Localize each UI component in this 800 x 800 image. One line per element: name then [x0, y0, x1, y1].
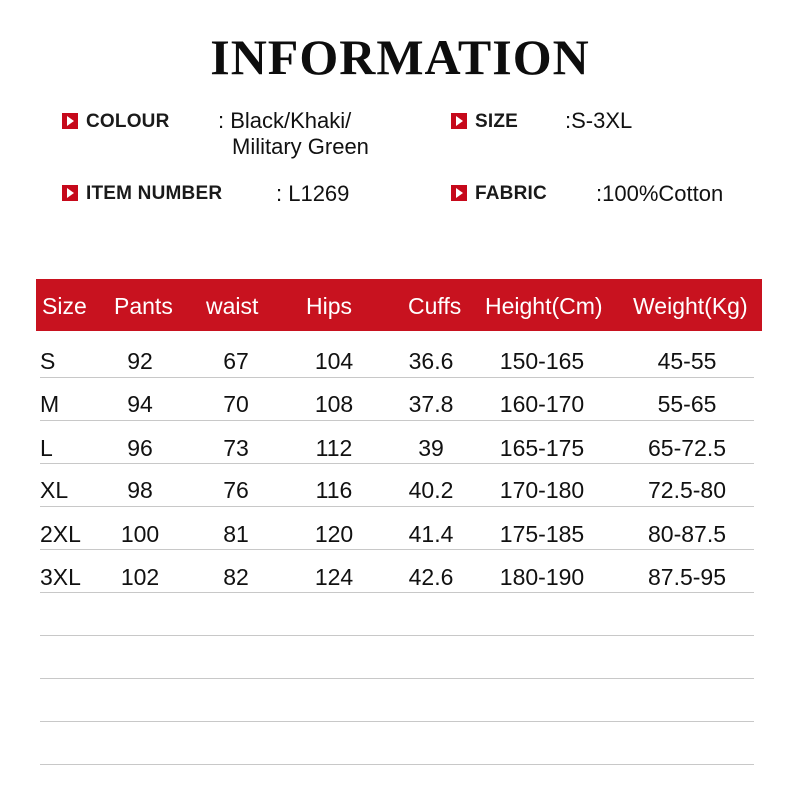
cell-weight: 80-87.5	[647, 521, 727, 547]
colour-label: COLOUR	[86, 111, 170, 132]
row-divider	[40, 549, 754, 550]
cell-size: M	[40, 391, 60, 417]
cell-hips: 104	[314, 348, 354, 374]
cell-hips: 112	[315, 435, 353, 461]
cell-cuffs: 42.6	[408, 564, 454, 590]
cell-cuffs: 39	[418, 435, 444, 461]
cell-height: 180-190	[499, 564, 585, 590]
row-divider	[40, 377, 754, 378]
cell-size: 2XL	[40, 521, 81, 547]
cell-hips: 108	[314, 391, 354, 417]
table-row	[36, 558, 754, 601]
cell-weight: 87.5-95	[647, 564, 727, 590]
play-marker-icon	[62, 113, 78, 129]
table-row	[36, 429, 754, 472]
cell-hips: 124	[314, 564, 354, 590]
colour-value-line2: Military Green	[232, 134, 369, 159]
item-number-label: ITEM NUMBER	[86, 183, 223, 204]
cell-size: L	[40, 435, 53, 461]
header-hips: Hips	[306, 293, 353, 319]
cell-height: 175-185	[499, 521, 585, 547]
table-row	[36, 471, 754, 514]
size-label: SIZE	[475, 111, 519, 132]
play-marker-icon	[451, 113, 467, 129]
cell-size: S	[40, 348, 56, 374]
colour-value-line1: : Black/Khaki/	[218, 108, 352, 133]
fabric-value: :100%Cotton	[596, 181, 724, 206]
header-weight: Weight(Kg)	[633, 293, 748, 319]
cell-waist: 67	[223, 348, 249, 374]
cell-weight: 45-55	[657, 348, 717, 374]
cell-waist: 73	[223, 435, 249, 461]
cell-hips: 116	[315, 477, 353, 503]
header-waist: waist	[206, 293, 259, 319]
info-size	[451, 108, 518, 133]
fabric-label: FABRIC	[475, 183, 547, 204]
cell-size: 3XL	[40, 564, 81, 590]
size-table-header	[36, 279, 762, 331]
cell-weight: 65-72.5	[647, 435, 727, 461]
cell-height: 150-165	[499, 348, 585, 374]
cell-height: 160-170	[499, 391, 585, 417]
row-divider	[40, 506, 754, 507]
row-divider	[40, 420, 754, 421]
cell-pants: 102	[120, 564, 160, 590]
row-divider	[40, 463, 754, 464]
cell-pants: 100	[120, 521, 160, 547]
cell-cuffs: 36.6	[408, 348, 454, 374]
cell-waist: 82	[223, 564, 249, 590]
cell-size: XL	[40, 477, 69, 503]
row-divider	[40, 721, 754, 722]
header-size: Size	[42, 293, 87, 319]
header-cuffs: Cuffs	[408, 293, 462, 319]
play-marker-icon	[62, 185, 78, 201]
table-row	[36, 385, 754, 428]
page-title: INFORMATION	[210, 29, 590, 85]
table-row	[36, 342, 754, 385]
table-row	[36, 515, 754, 558]
cell-pants: 96	[127, 435, 153, 461]
info-colour	[62, 108, 170, 133]
cell-weight: 55-65	[657, 391, 717, 417]
cell-weight: 72.5-80	[647, 477, 727, 503]
cell-waist: 76	[223, 477, 249, 503]
cell-hips: 120	[314, 521, 354, 547]
row-divider	[40, 592, 754, 593]
cell-waist: 81	[223, 521, 249, 547]
header-pants: Pants	[114, 293, 173, 319]
cell-height: 170-180	[499, 477, 585, 503]
cell-pants: 98	[127, 477, 153, 503]
row-divider	[40, 764, 754, 765]
cell-cuffs: 40.2	[408, 477, 454, 503]
cell-waist: 70	[223, 391, 249, 417]
size-value: :S-3XL	[565, 108, 633, 133]
header-height: Height(Cm)	[485, 293, 603, 319]
cell-cuffs: 37.8	[408, 391, 454, 417]
cell-cuffs: 41.4	[408, 521, 454, 547]
info-fabric	[451, 180, 547, 205]
info-item-number	[62, 180, 222, 205]
item-number-value: : L1269	[276, 181, 350, 206]
play-marker-icon	[451, 185, 467, 201]
row-divider	[40, 678, 754, 679]
cell-pants: 92	[127, 348, 153, 374]
row-divider	[40, 635, 754, 636]
cell-height: 165-175	[499, 435, 585, 461]
cell-pants: 94	[127, 391, 153, 417]
